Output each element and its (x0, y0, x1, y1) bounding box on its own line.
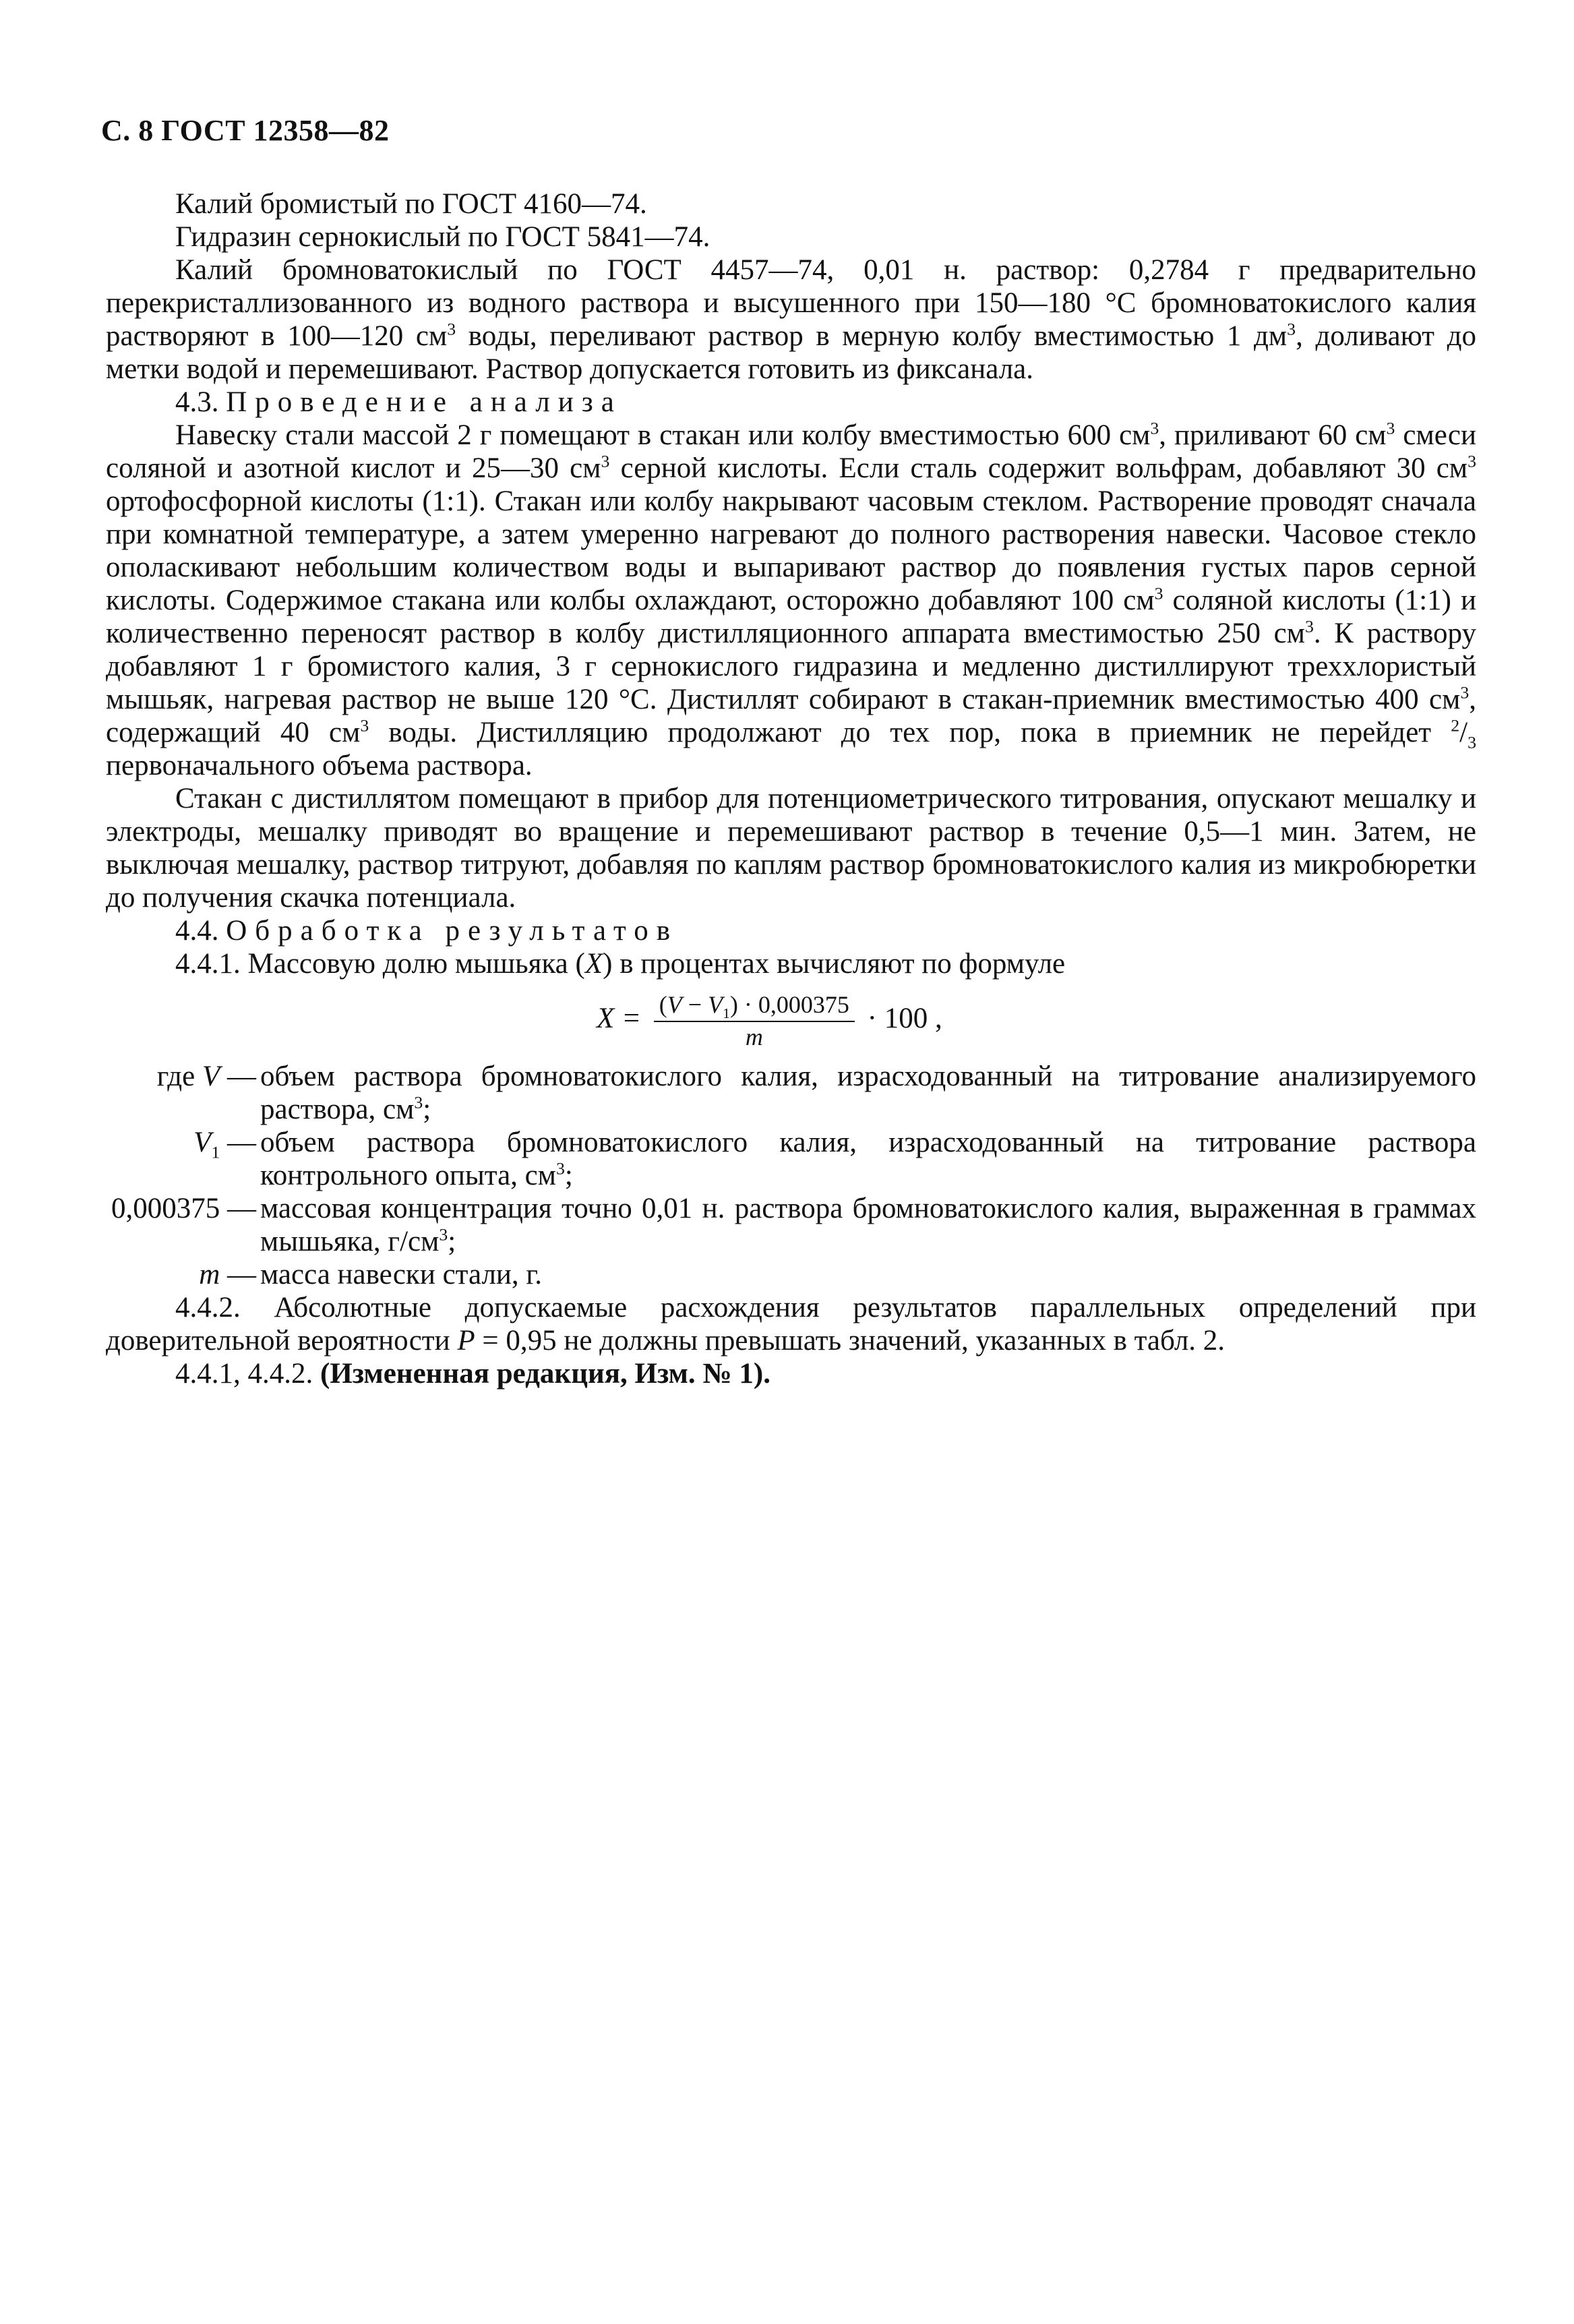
section-4-4-1-text: 4.4.1. Массовую долю мышьяка (X) в процентах вычисляют по формуле (175, 948, 1066, 980)
page-header: С. 8 ГОСТ 12358—82 (101, 114, 390, 147)
reagent-line: Гидразин сернокислый по ГОСТ 5841—74. (175, 221, 710, 253)
where-definition: объем раствора бромноватокислого калия, израсходованный на титрование анализируемого раствора, $см^3$; (260, 1061, 1476, 1125)
where-symbol: где V — (156, 1061, 256, 1092)
section-4-4-heading: 4.4. Обработка результатов (175, 915, 678, 947)
where-symbol: $V_1$ — (193, 1127, 256, 1162)
section-4-3-heading: 4.3. Проведение анализа (175, 386, 622, 418)
where-definition: масса навески стали, г. (260, 1259, 542, 1290)
edit-note: 4.4.1, 4.4.2. (Измененная редакция, Изм. № 1). (175, 1358, 770, 1390)
where-symbol: m — (199, 1259, 256, 1290)
document-body (106, 187, 1476, 1390)
where-symbol: 0,000375 — (111, 1193, 256, 1224)
variable-definitions (106, 1060, 1476, 1291)
titration-paragraph: Стакан с дистиллятом помещают в прибор для потенциометрического титрования, опускают мешалку и электроды, мешалку приводят во вращение и перемешивают раствор в течение 0,5—1 мин. Затем, не выключая мешалку, раствор титруют, добавляя по каплям раствор бромноватокислого калия из микробюретки до получения скачка потенциала. (106, 783, 1476, 914)
section-4-4-2-text: 4.4.2. Абсолютные допускаемые расхождения результатов параллельных определений при доверительной вероятности P = 0,95 не должны превышать значений, указанных в табл. 2. (106, 1292, 1476, 1357)
reagent-line: Калий бромистый по ГОСТ 4160—74. (175, 188, 647, 220)
where-definition: объем раствора бромноватокислого калия, израсходованный на титрование раствора контрольного опыта, $см^3$; (260, 1127, 1476, 1191)
formula (106, 980, 1476, 1060)
reagent-paragraph: Калий бромноватокислый по ГОСТ 4457—74, 0,01 н. раствор: 0,2784 г предварительно перекристаллизованного из водного раствора и высушенного при 150—180 °С бромноватокислого калия растворяют в 100—120 $см^3$ воды, переливают раствор в мерную колбу вместимостью 1 $дм^3$, доливают до метки водой и перемешивают. Раствор допускается готовить из фиксанала. (106, 254, 1476, 385)
formula-lhs: X = (597, 1002, 642, 1034)
formula-denominator: m (745, 1023, 763, 1050)
formula-fraction (654, 990, 855, 1052)
procedure-paragraph: Навеску стали массой 2 г помещают в стакан или колбу вместимостью 600 $см^3$, приливают 60 $см^3$ смеси соляной и азотной кислот и 25—30 $см^3$ серной кислоты. Если сталь содержит вольфрам, добавляют 30 $см^3$ ортофосфорной кислоты (1:1). Стакан или колбу накрывают часовым стеклом. Растворение проводят сначала при комнатной температуре, а затем умеренно нагревают до полного растворения навески. Часовое стекло ополаскивают небольшим количеством воды и выпаривают раствор до появления густых паров серной кислоты. Содержимое стакана или колбы охлаждают, осторожно добавляют 100 $см^3$ соляной кислоты (1:1) и количественно переносят раствор в колбу дистилляционного аппарата вместимостью 250 $см^3$. К раствору добавляют 1 г бромистого калия, 3 г сернокислого гидразина и медленно дистиллируют треххлористый мышьяк, нагревая раствор не выше 120 °С. Дистиллят собирают в стакан-приемник вместимостью 400 $см^3$, содержащий 40 $см^3$ воды. Дистилляцию продолжают до тех пор, пока в приемник не перейдет $^2/_3$ первоначального объема раствора. (106, 418, 1476, 781)
formula-numerator: $(V - V_1) \cdot 0,000375$ (654, 990, 855, 1022)
where-definition: массовая концентрация точно 0,01 н. раствора бромноватокислого калия, выраженная в граммах мышьяка, $г/см^3$; (260, 1193, 1476, 1257)
formula-rhs: · 100 , (867, 1002, 942, 1034)
